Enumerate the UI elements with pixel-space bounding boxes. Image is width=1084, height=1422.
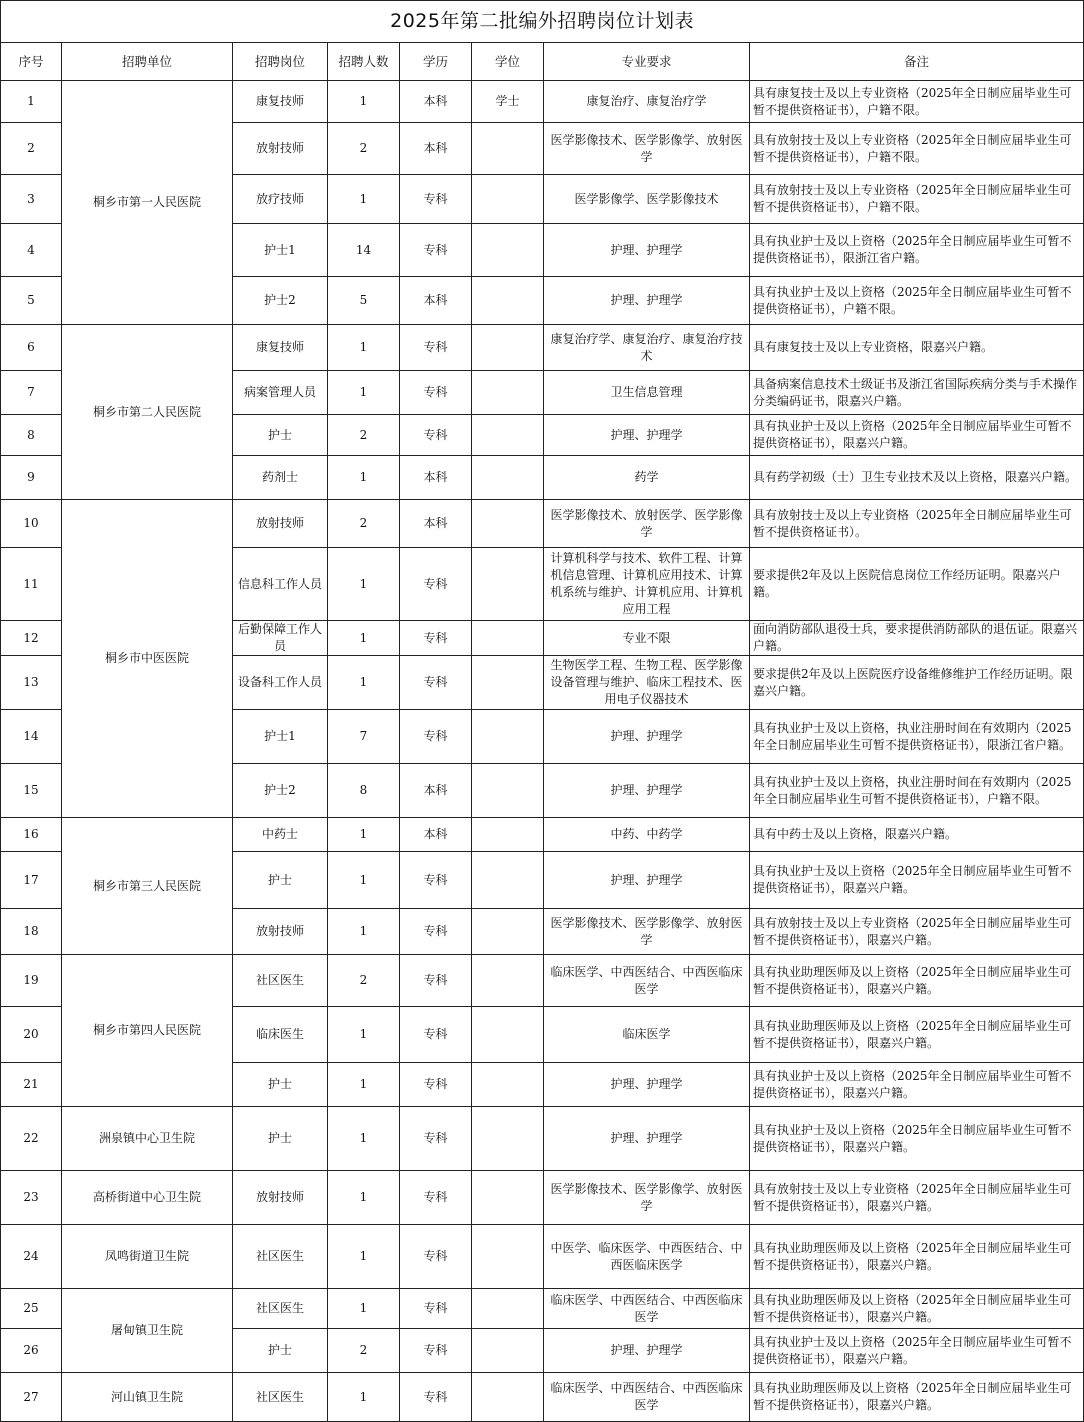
cell-remark: 具有放射技士及以上专业资格（2025年全日制应届毕业生可暂不提供资格证书），限嘉兴户籍。	[750, 909, 1084, 955]
table-row	[1, 1107, 1084, 1171]
cell-unit: 桐乡市第四人民医院	[62, 955, 233, 1107]
cell-post: 护士1	[233, 224, 328, 277]
cell-count: 1	[328, 818, 400, 852]
cell-major: 医学影像技术、医学影像学、放射医学	[544, 123, 750, 175]
cell-count: 1	[328, 1373, 400, 1422]
cell-degree	[472, 224, 544, 277]
cell-degree	[472, 325, 544, 371]
cell-remark: 具有执业护士及以上资格（2025年全日制应届毕业生可暂不提供资格证书），限嘉兴户籍。	[750, 1063, 1084, 1107]
cell-no: 19	[1, 955, 62, 1007]
cell-no: 18	[1, 909, 62, 955]
table-row	[1, 500, 1084, 548]
cell-count: 1	[328, 1225, 400, 1289]
cell-no: 9	[1, 456, 62, 500]
cell-count: 2	[328, 955, 400, 1007]
cell-degree: 学士	[472, 81, 544, 123]
cell-remark: 具有执业护士及以上资格（2025年全日制应届毕业生可暂不提供资格证书），限嘉兴户籍。	[750, 415, 1084, 456]
cell-education: 本科	[400, 818, 472, 852]
cell-remark: 具有康复技士及以上专业资格，限嘉兴户籍。	[750, 325, 1084, 371]
cell-post: 社区医生	[233, 955, 328, 1007]
cell-major: 卫生信息管理	[544, 371, 750, 415]
cell-no: 20	[1, 1007, 62, 1063]
cell-no: 8	[1, 415, 62, 456]
cell-major: 康复治疗、康复治疗学	[544, 81, 750, 123]
cell-count: 1	[328, 548, 400, 621]
cell-count: 1	[328, 1171, 400, 1225]
cell-remark: 具有中药士及以上资格，限嘉兴户籍。	[750, 818, 1084, 852]
cell-remark: 具有放射技士及以上专业资格（2025年全日制应届毕业生可暂不提供资格证书）。	[750, 500, 1084, 548]
cell-education: 专科	[400, 1329, 472, 1373]
cell-no: 23	[1, 1171, 62, 1225]
cell-degree	[472, 1289, 544, 1329]
cell-remark: 具有执业助理医师及以上资格（2025年全日制应届毕业生可暂不提供资格证书），限嘉兴户籍。	[750, 955, 1084, 1007]
cell-education: 专科	[400, 909, 472, 955]
cell-education: 专科	[400, 415, 472, 456]
cell-remark: 面向消防部队退役士兵，要求提供消防部队的退伍证。限嘉兴户籍。	[750, 621, 1084, 656]
cell-major: 中医学、临床医学、中西医结合、中西医临床医学	[544, 1225, 750, 1289]
cell-no: 3	[1, 175, 62, 224]
cell-remark: 具有执业护士及以上资格，执业注册时间在有效期内（2025年全日制应届毕业生可暂不提供资格证书），限浙江省户籍。	[750, 710, 1084, 764]
cell-remark: 要求提供2年及以上医院医疗设备维修维护工作经历证明。限嘉兴户籍。	[750, 656, 1084, 710]
cell-post: 护士	[233, 1063, 328, 1107]
cell-no: 15	[1, 764, 62, 818]
cell-major: 护理、护理学	[544, 1107, 750, 1171]
cell-no: 22	[1, 1107, 62, 1171]
cell-degree	[472, 818, 544, 852]
cell-degree	[472, 1107, 544, 1171]
cell-count: 1	[328, 1007, 400, 1063]
header-row	[1, 43, 1084, 81]
cell-degree	[472, 710, 544, 764]
cell-major: 医学影像技术、放射医学、医学影像学	[544, 500, 750, 548]
cell-degree	[472, 1063, 544, 1107]
cell-post: 护士2	[233, 764, 328, 818]
cell-education: 专科	[400, 1289, 472, 1329]
cell-remark: 具备病案信息技术士级证书及浙江省国际疾病分类与手术操作分类编码证书，限嘉兴户籍。	[750, 371, 1084, 415]
cell-count: 5	[328, 277, 400, 325]
header-education: 学历	[400, 43, 472, 81]
cell-no: 12	[1, 621, 62, 656]
cell-remark: 具有放射技士及以上专业资格（2025年全日制应届毕业生可暂不提供资格证书），限嘉兴户籍。	[750, 1171, 1084, 1225]
cell-degree	[472, 1007, 544, 1063]
cell-post: 康复技师	[233, 81, 328, 123]
cell-no: 2	[1, 123, 62, 175]
cell-no: 27	[1, 1373, 62, 1422]
table-body	[1, 81, 1084, 1422]
table-row	[1, 955, 1084, 1007]
cell-major: 护理、护理学	[544, 852, 750, 909]
cell-post: 放射技师	[233, 909, 328, 955]
cell-post: 放疗技师	[233, 175, 328, 224]
cell-degree	[472, 1373, 544, 1422]
cell-no: 5	[1, 277, 62, 325]
cell-major: 医学影像技术、医学影像学、放射医学	[544, 909, 750, 955]
header-unit: 招聘单位	[62, 43, 233, 81]
header-remark: 备注	[750, 43, 1084, 81]
cell-education: 专科	[400, 710, 472, 764]
cell-remark: 具有执业护士及以上资格（2025年全日制应届毕业生可暂不提供资格证书），限嘉兴户籍。	[750, 1329, 1084, 1373]
table-row	[1, 81, 1084, 123]
cell-major: 生物医学工程、生物工程、医学影像设备管理与维护、临床工程技术、医用电子仪器技术	[544, 656, 750, 710]
cell-post: 放射技师	[233, 1171, 328, 1225]
cell-remark: 具有执业助理医师及以上资格（2025年全日制应届毕业生可暂不提供资格证书），限嘉兴户籍。	[750, 1225, 1084, 1289]
cell-count: 1	[328, 1063, 400, 1107]
cell-education: 专科	[400, 656, 472, 710]
cell-count: 1	[328, 371, 400, 415]
cell-degree	[472, 456, 544, 500]
cell-post: 临床医生	[233, 1007, 328, 1063]
cell-education: 专科	[400, 224, 472, 277]
cell-degree	[472, 548, 544, 621]
cell-degree	[472, 175, 544, 224]
cell-post: 放射技师	[233, 123, 328, 175]
cell-post: 护士	[233, 1107, 328, 1171]
cell-education: 专科	[400, 1007, 472, 1063]
cell-degree	[472, 415, 544, 456]
header-post: 招聘岗位	[233, 43, 328, 81]
cell-major: 护理、护理学	[544, 224, 750, 277]
cell-remark: 具有执业助理医师及以上资格（2025年全日制应届毕业生可暂不提供资格证书），限嘉兴户籍。	[750, 1289, 1084, 1329]
cell-education: 专科	[400, 1063, 472, 1107]
table-row	[1, 818, 1084, 852]
cell-post: 放射技师	[233, 500, 328, 548]
cell-post: 药剂士	[233, 456, 328, 500]
cell-no: 21	[1, 1063, 62, 1107]
cell-count: 1	[328, 456, 400, 500]
cell-remark: 具有药学初级（士）卫生专业技术及以上资格，限嘉兴户籍。	[750, 456, 1084, 500]
cell-degree	[472, 1225, 544, 1289]
cell-degree	[472, 764, 544, 818]
cell-remark: 具有放射技士及以上专业资格（2025年全日制应届毕业生可暂不提供资格证书），户籍不限。	[750, 123, 1084, 175]
cell-remark: 要求提供2年及以上医院信息岗位工作经历证明。限嘉兴户籍。	[750, 548, 1084, 621]
cell-no: 16	[1, 818, 62, 852]
cell-major: 临床医学	[544, 1007, 750, 1063]
cell-education: 专科	[400, 1107, 472, 1171]
cell-count: 1	[328, 656, 400, 710]
cell-degree	[472, 500, 544, 548]
cell-remark: 具有执业护士及以上资格（2025年全日制应届毕业生可暂不提供资格证书），户籍不限。	[750, 277, 1084, 325]
cell-remark: 具有执业护士及以上资格，执业注册时间在有效期内（2025年全日制应届毕业生可暂不提供资格证书），户籍不限。	[750, 764, 1084, 818]
cell-remark: 具有执业助理医师及以上资格（2025年全日制应届毕业生可暂不提供资格证书），限嘉兴户籍。	[750, 1007, 1084, 1063]
cell-no: 25	[1, 1289, 62, 1329]
cell-education: 专科	[400, 955, 472, 1007]
cell-post: 护士	[233, 415, 328, 456]
table-row	[1, 1289, 1084, 1329]
cell-no: 6	[1, 325, 62, 371]
cell-education: 本科	[400, 500, 472, 548]
cell-major: 护理、护理学	[544, 764, 750, 818]
cell-count: 2	[328, 1329, 400, 1373]
table-row	[1, 1171, 1084, 1225]
cell-education: 专科	[400, 1225, 472, 1289]
cell-major: 临床医学、中西医结合、中西医临床医学	[544, 1289, 750, 1329]
cell-education: 专科	[400, 1171, 472, 1225]
cell-post: 康复技师	[233, 325, 328, 371]
cell-remark: 具有执业护士及以上资格（2025年全日制应届毕业生可暂不提供资格证书），限嘉兴户籍。	[750, 1107, 1084, 1171]
cell-count: 2	[328, 123, 400, 175]
cell-major: 护理、护理学	[544, 710, 750, 764]
cell-post: 后勤保障工作人员	[233, 621, 328, 656]
cell-post: 信息科工作人员	[233, 548, 328, 621]
cell-count: 1	[328, 175, 400, 224]
cell-remark: 具有康复技士及以上专业资格（2025年全日制应届毕业生可暂不提供资格证书），户籍不限。	[750, 81, 1084, 123]
cell-education: 本科	[400, 277, 472, 325]
cell-degree	[472, 909, 544, 955]
cell-education: 专科	[400, 371, 472, 415]
cell-major: 医学影像技术、医学影像学、放射医学	[544, 1171, 750, 1225]
cell-degree	[472, 123, 544, 175]
cell-remark: 具有执业护士及以上资格（2025年全日制应届毕业生可暂不提供资格证书），限嘉兴户籍。	[750, 852, 1084, 909]
cell-education: 专科	[400, 175, 472, 224]
cell-major: 护理、护理学	[544, 415, 750, 456]
cell-no: 4	[1, 224, 62, 277]
cell-unit: 高桥街道中心卫生院	[62, 1171, 233, 1225]
cell-major: 专业不限	[544, 621, 750, 656]
table-row	[1, 1225, 1084, 1289]
cell-post: 护士1	[233, 710, 328, 764]
cell-count: 1	[328, 325, 400, 371]
cell-no: 26	[1, 1329, 62, 1373]
cell-education: 本科	[400, 81, 472, 123]
cell-degree	[472, 1329, 544, 1373]
cell-count: 7	[328, 710, 400, 764]
table-row	[1, 1373, 1084, 1422]
cell-unit: 桐乡市第三人民医院	[62, 818, 233, 955]
cell-count: 8	[328, 764, 400, 818]
cell-major: 临床医学、中西医结合、中西医临床医学	[544, 1373, 750, 1422]
cell-post: 中药士	[233, 818, 328, 852]
cell-count: 1	[328, 1289, 400, 1329]
cell-major: 中药、中药学	[544, 818, 750, 852]
cell-major: 临床医学、中西医结合、中西医临床医学	[544, 955, 750, 1007]
cell-education: 专科	[400, 621, 472, 656]
cell-post: 护士2	[233, 277, 328, 325]
cell-count: 1	[328, 909, 400, 955]
cell-count: 1	[328, 1107, 400, 1171]
cell-education: 专科	[400, 325, 472, 371]
cell-education: 专科	[400, 1373, 472, 1422]
cell-no: 10	[1, 500, 62, 548]
table-title: 2025年第二批编外招聘岗位计划表	[1, 1, 1084, 43]
cell-no: 7	[1, 371, 62, 415]
cell-no: 1	[1, 81, 62, 123]
cell-remark: 具有执业护士及以上资格（2025年全日制应届毕业生可暂不提供资格证书），限浙江省户籍。	[750, 224, 1084, 277]
table-row	[1, 325, 1084, 371]
cell-no: 17	[1, 852, 62, 909]
cell-education: 本科	[400, 764, 472, 818]
cell-post: 社区医生	[233, 1373, 328, 1422]
cell-major: 护理、护理学	[544, 1329, 750, 1373]
header-major: 专业要求	[544, 43, 750, 81]
header-no: 序号	[1, 43, 62, 81]
cell-count: 14	[328, 224, 400, 277]
cell-unit: 桐乡市第二人民医院	[62, 325, 233, 500]
cell-major: 护理、护理学	[544, 277, 750, 325]
cell-unit: 洲泉镇中心卫生院	[62, 1107, 233, 1171]
cell-education: 本科	[400, 456, 472, 500]
header-degree: 学位	[472, 43, 544, 81]
cell-post: 设备科工作人员	[233, 656, 328, 710]
cell-post: 护士	[233, 852, 328, 909]
cell-major: 康复治疗学、康复治疗、康复治疗技术	[544, 325, 750, 371]
cell-no: 11	[1, 548, 62, 621]
cell-major: 计算机科学与技术、软件工程、计算机信息管理、计算机应用技术、计算机系统与维护、计算机应用、计算机应用工程	[544, 548, 750, 621]
cell-unit: 凤鸣街道卫生院	[62, 1225, 233, 1289]
cell-count: 1	[328, 621, 400, 656]
cell-post: 社区医生	[233, 1289, 328, 1329]
cell-unit: 桐乡市中医医院	[62, 500, 233, 818]
cell-count: 1	[328, 852, 400, 909]
cell-no: 24	[1, 1225, 62, 1289]
cell-degree	[472, 621, 544, 656]
cell-degree	[472, 371, 544, 415]
cell-remark: 具有执业助理医师及以上资格（2025年全日制应届毕业生可暂不提供资格证书），限嘉兴户籍。	[750, 1373, 1084, 1422]
cell-post: 护士	[233, 1329, 328, 1373]
cell-unit: 桐乡市第一人民医院	[62, 81, 233, 325]
cell-count: 2	[328, 415, 400, 456]
cell-education: 专科	[400, 548, 472, 621]
cell-no: 13	[1, 656, 62, 710]
cell-degree	[472, 852, 544, 909]
cell-major: 医学影像学、医学影像技术	[544, 175, 750, 224]
cell-post: 社区医生	[233, 1225, 328, 1289]
cell-count: 1	[328, 81, 400, 123]
cell-count: 2	[328, 500, 400, 548]
cell-education: 专科	[400, 852, 472, 909]
cell-no: 14	[1, 710, 62, 764]
header-count: 招聘人数	[328, 43, 400, 81]
cell-degree	[472, 955, 544, 1007]
cell-degree	[472, 1171, 544, 1225]
cell-degree	[472, 277, 544, 325]
cell-post: 病案管理人员	[233, 371, 328, 415]
cell-degree	[472, 656, 544, 710]
cell-education: 本科	[400, 123, 472, 175]
cell-major: 护理、护理学	[544, 1063, 750, 1107]
cell-major: 药学	[544, 456, 750, 500]
cell-unit: 屠甸镇卫生院	[62, 1289, 233, 1373]
cell-unit: 河山镇卫生院	[62, 1373, 233, 1422]
cell-remark: 具有放射技士及以上专业资格（2025年全日制应届毕业生可暂不提供资格证书），户籍不限。	[750, 175, 1084, 224]
